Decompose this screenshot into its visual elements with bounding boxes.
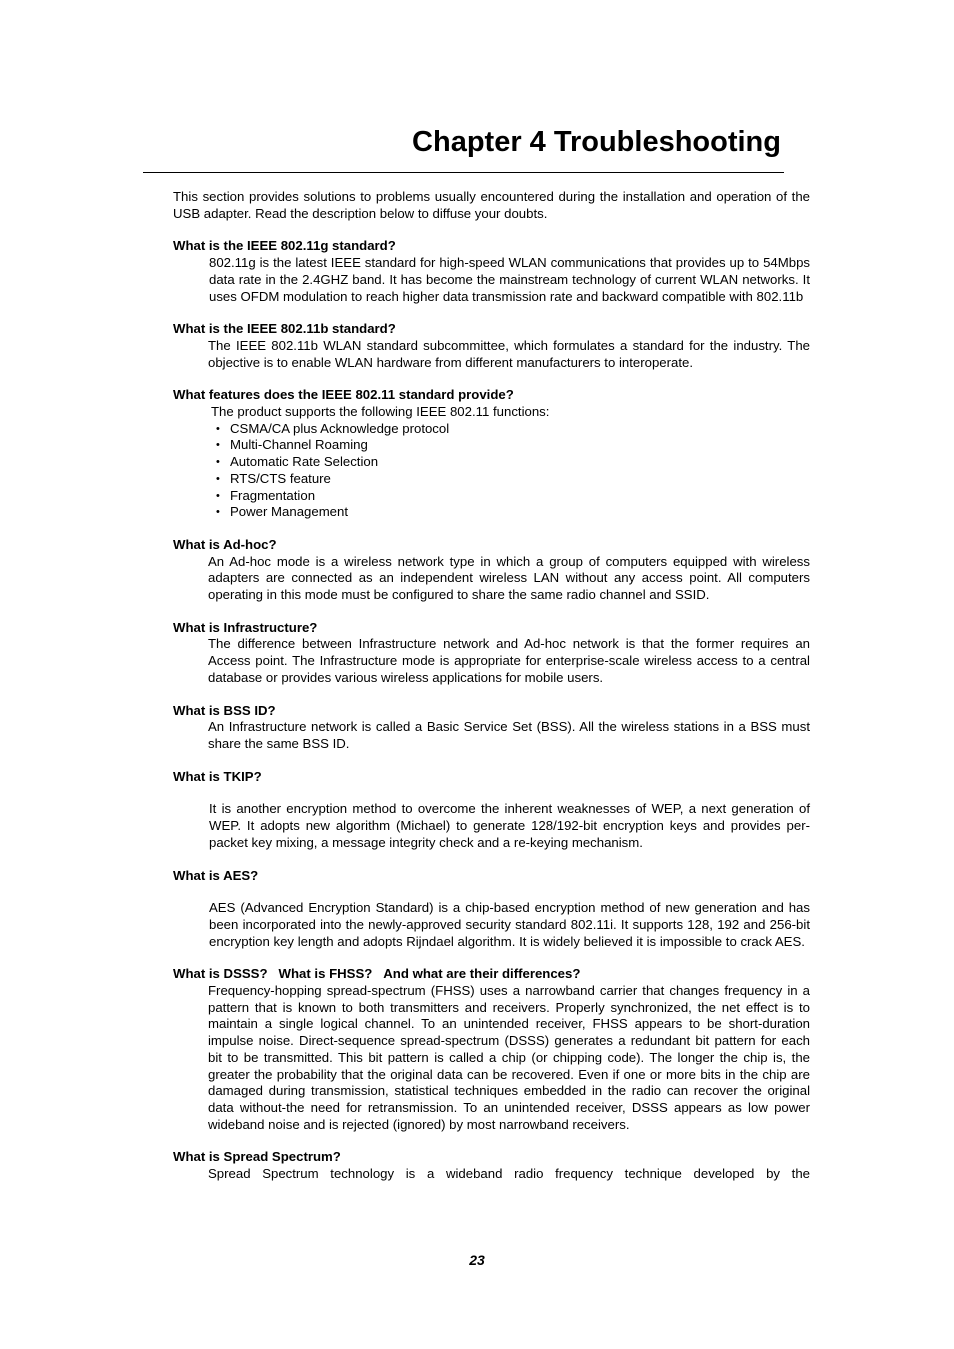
bullet-icon: • [216,489,220,502]
list-item [216,504,810,521]
question-ieee-80211-features: What features does the IEEE 802.11 standard provide? [173,387,514,403]
answer-infrastructure: The difference between Infrastructure network and Ad-hoc network is that the former requires an Access point. The Infrastructure mode is appropriate for enterprise-scale wireless access to a central database or provides various wireless applications for mobile users. [208,636,810,685]
answer-spread-spectrum: Spread Spectrum technology is a wideband radio frequency technique developed by the [208,1166,810,1182]
list-item [216,488,810,505]
list-item [216,421,810,438]
bullet-icon: • [216,456,220,469]
intro-paragraph: This section provides solutions to problems usually encountered during the installation and operation of the USB adapter. Read the description below to diffuse your doubts. [173,189,810,221]
list-item-text: Fragmentation [230,487,316,503]
question-ieee-80211g: What is the IEEE 802.11g standard? [173,238,396,254]
answer-tkip: It is another encryption method to overcome the inherent weaknesses of WEP, a next generation of WEP. It adopts new algorithm (Michael) to generate 128/192-bit encryption keys and provides per-packet key mixing, a message integrity check and a re-keying mechanism. [209,801,810,850]
list-item-text: Automatic Rate Selection [230,454,379,470]
answer-ieee-80211g: 802.11g is the latest IEEE standard for high-speed WLAN communications that provides up to 54Mbps data rate in the 2.4GHZ band. It has become the mainstream technology of current WLAN networks. It uses OFDM modulation to reach higher data transmission rate and backward compatible with 802.11b [209,255,810,304]
question-tkip: What is TKIP? [173,768,262,784]
answer-ieee-80211b: The IEEE 802.11b WLAN standard subcommittee, which formulates a standard for the industry. The objective is to enable WLAN hardware from different manufacturers to interoperate. [208,337,810,370]
document-body [173,189,810,1183]
question-ieee-80211b: What is the IEEE 802.11b standard? [173,321,396,337]
list-item-text: RTS/CTS feature [230,470,331,486]
question-infrastructure: What is Infrastructure? [173,619,318,635]
list-item-text: CSMA/CA plus Acknowledge protocol [230,420,450,436]
bullet-icon: • [216,439,220,452]
list-item [216,471,810,488]
list-item [216,454,810,471]
question-spread-spectrum: What is Spread Spectrum? [173,1149,341,1165]
chapter-title: Chapter 4 Troubleshooting [412,126,781,158]
list-item-text: Power Management [230,504,349,520]
bullet-icon: • [216,472,220,485]
title-divider [143,172,784,173]
answer-aes: AES (Advanced Encryption Standard) is a chip-based encryption method of new generation and has been incorporated into the newly-approved security standard 802.11i. It supports 128, 192 and 256-bit encryption key length and adopts Rijndael algorithm. It is widely believed it is impossible to crack AES. [209,900,810,949]
question-dsss-fhss: What is DSSS? What is FHSS? And what are their differences? [173,966,581,982]
bullet-icon: • [216,422,220,435]
page-number: 23 [469,1252,485,1268]
features-lead: The product supports the following IEEE 802.11 functions: [211,404,550,420]
bullet-icon: • [216,506,220,519]
question-adhoc: What is Ad-hoc? [173,536,277,552]
answer-bss-id: An Infrastructure network is called a Basic Service Set (BSS). All the wireless stations in a BSS must share the same BSS ID. [208,719,810,751]
list-item [216,437,810,454]
answer-dsss-fhss: Frequency-hopping spread-spectrum (FHSS) uses a narrowband carrier that changes frequency in a pattern that is known to both transmitters and receivers. Properly synchronized, the net effect is to maintain a single logical channel. To an unintended receiver, FHSS appears to be short-duration impulse noise. Direct-sequence spread-spectrum (DSSS) generates a redundant bit pattern for each bit to be transmitted. This bit pattern is called a chip (or chipping code). The longer the chip is, the greater the probability that the original data can be recovered. Even if one or more bits in the chip are damaged during transmission, statistical techniques embedded in the radio can recover the original data without-the need for retransmission. To an unintended receiver, DSSS appears as low power wideband noise and is rejected (ignored) by most narrowband receivers. [208,983,810,1132]
features-list [216,421,810,521]
question-bss-id: What is BSS ID? [173,702,276,718]
list-item-text: Multi-Channel Roaming [230,437,368,453]
answer-adhoc: An Ad-hoc mode is a wireless network type in which a group of computers equipped with wireless adapters are connected as an independent wireless LAN without any access point. All computers operating in this mode must be configured to share the same radio channel and SSID. [208,553,810,603]
question-aes: What is AES? [173,867,259,883]
